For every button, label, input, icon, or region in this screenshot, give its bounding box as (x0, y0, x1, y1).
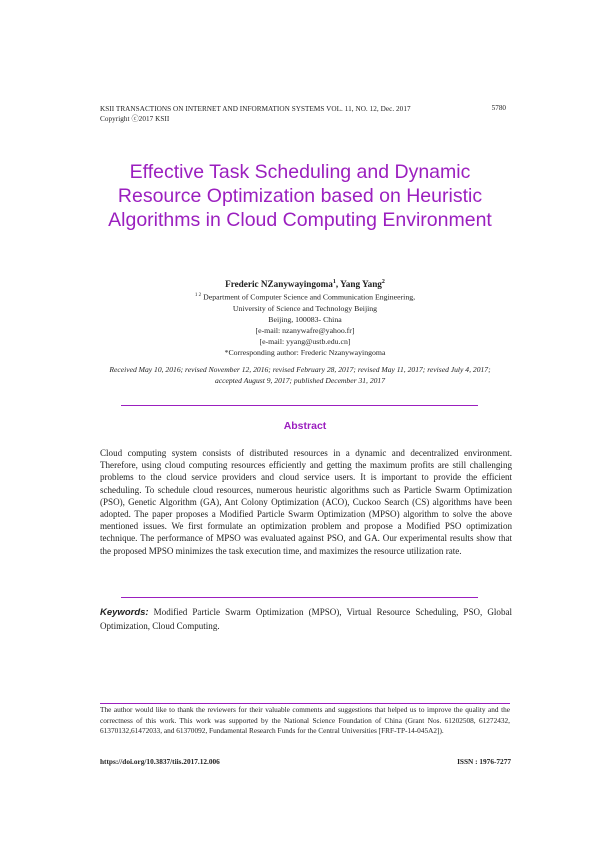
author-2-marker: 2 (381, 279, 385, 285)
issn: ISSN : 1976-7277 (457, 757, 511, 766)
author-1-marker: 1 (332, 279, 336, 285)
email-1: [e-mail: nzanywafre@yahoo.fr] (255, 325, 355, 335)
acknowledgement-footnote: The author would like to thank the reviewers for their valuable comments and suggestions that helped us to improve the quality and the correctness of this work. This work was supported by the National Science Foundation of China (Grant Nos. 61202508, 61272432, 61370132,61472033, and 61370092, Fundamental Research Funds for the Central Universities [FRF-TP-14-045A2]). (100, 705, 510, 735)
university: University of Science and Technology Beijing (232, 303, 378, 313)
author-separator: , (335, 279, 341, 290)
doi-link[interactable]: https://doi.org/10.3837/tiis.2017.12.006 (100, 757, 220, 766)
keywords-text: Modified Particle Swarm Optimization (MPSO), Virtual Resource Scheduling, PSO, Global Optimization, Cloud Computing. (100, 607, 512, 631)
footnote-rule (100, 703, 510, 704)
abstract-top-rule (121, 405, 478, 406)
author-list (100, 279, 510, 289)
abstract-heading: Abstract (283, 420, 327, 432)
department: Department of Computer Science and Communication Engineering, (201, 292, 416, 302)
department-line (100, 290, 510, 303)
city: Beijing, 100083- China (268, 314, 342, 324)
author-2: Yang Yang (340, 279, 382, 290)
page-number: 5780 (491, 104, 506, 112)
abstract-bottom-rule (121, 597, 478, 598)
email-2: [e-mail: yyang@ustb.edu.cn] (259, 336, 351, 346)
affiliation-block (100, 290, 510, 358)
keywords-label: Keywords: (100, 607, 149, 618)
author-1: Frederic NZanywayingoma (225, 279, 333, 290)
paper-title: Effective Task Scheduling and Dynamic Resource Optimization based on Heuristic Algorithms in Cloud Computing Environment (108, 161, 492, 231)
journal-name: KSII TRANSACTIONS ON INTERNET AND INFORMATION SYSTEMS VOL. 11, NO. 12, Dec. 2017 (100, 105, 411, 113)
copyright-line: Copyright ⓒ2017 KSII (100, 115, 170, 123)
affiliation-marker: 1 2 (194, 293, 202, 298)
received-dates: Received May 10, 2016; revised November 12, 2016; revised February 28, 2017; revised May 11, 2017; revised July 4, 2017; accepted August 9, 2017; published December 31, 2017 (109, 365, 491, 385)
running-header (100, 104, 411, 124)
corresponding-author: *Corresponding author: Frederic Nzanywayingoma (224, 347, 386, 357)
abstract-text: Cloud computing system consists of distributed resources in a dynamic and decentralized environment. Therefore, using cloud computing resources efficiently and getting the maximum profits are still challenging problems to the cloud service providers and cloud service users. It is important to provide the efficient scheduling. To schedule cloud resources, numerous heuristic algorithms such as Particle Swarm Optimization (PSO), Genetic Algorithm (GA), Ant Colony Optimization (ACO), Cuckoo Search (CS) algorithms have been adopted. The paper proposes a Modified Particle Swarm Optimization (MPSO) algorithm to solve the above mentioned issues. We first formulate an optimization problem and propose a Modified PSO optimization technique. The performance of MPSO was evaluated against PSO, and GA. Our experimental results show that the proposed MPSO minimizes the task execution time, and maximizes the resource utilization rate. (100, 448, 512, 556)
keywords-block (100, 606, 512, 632)
